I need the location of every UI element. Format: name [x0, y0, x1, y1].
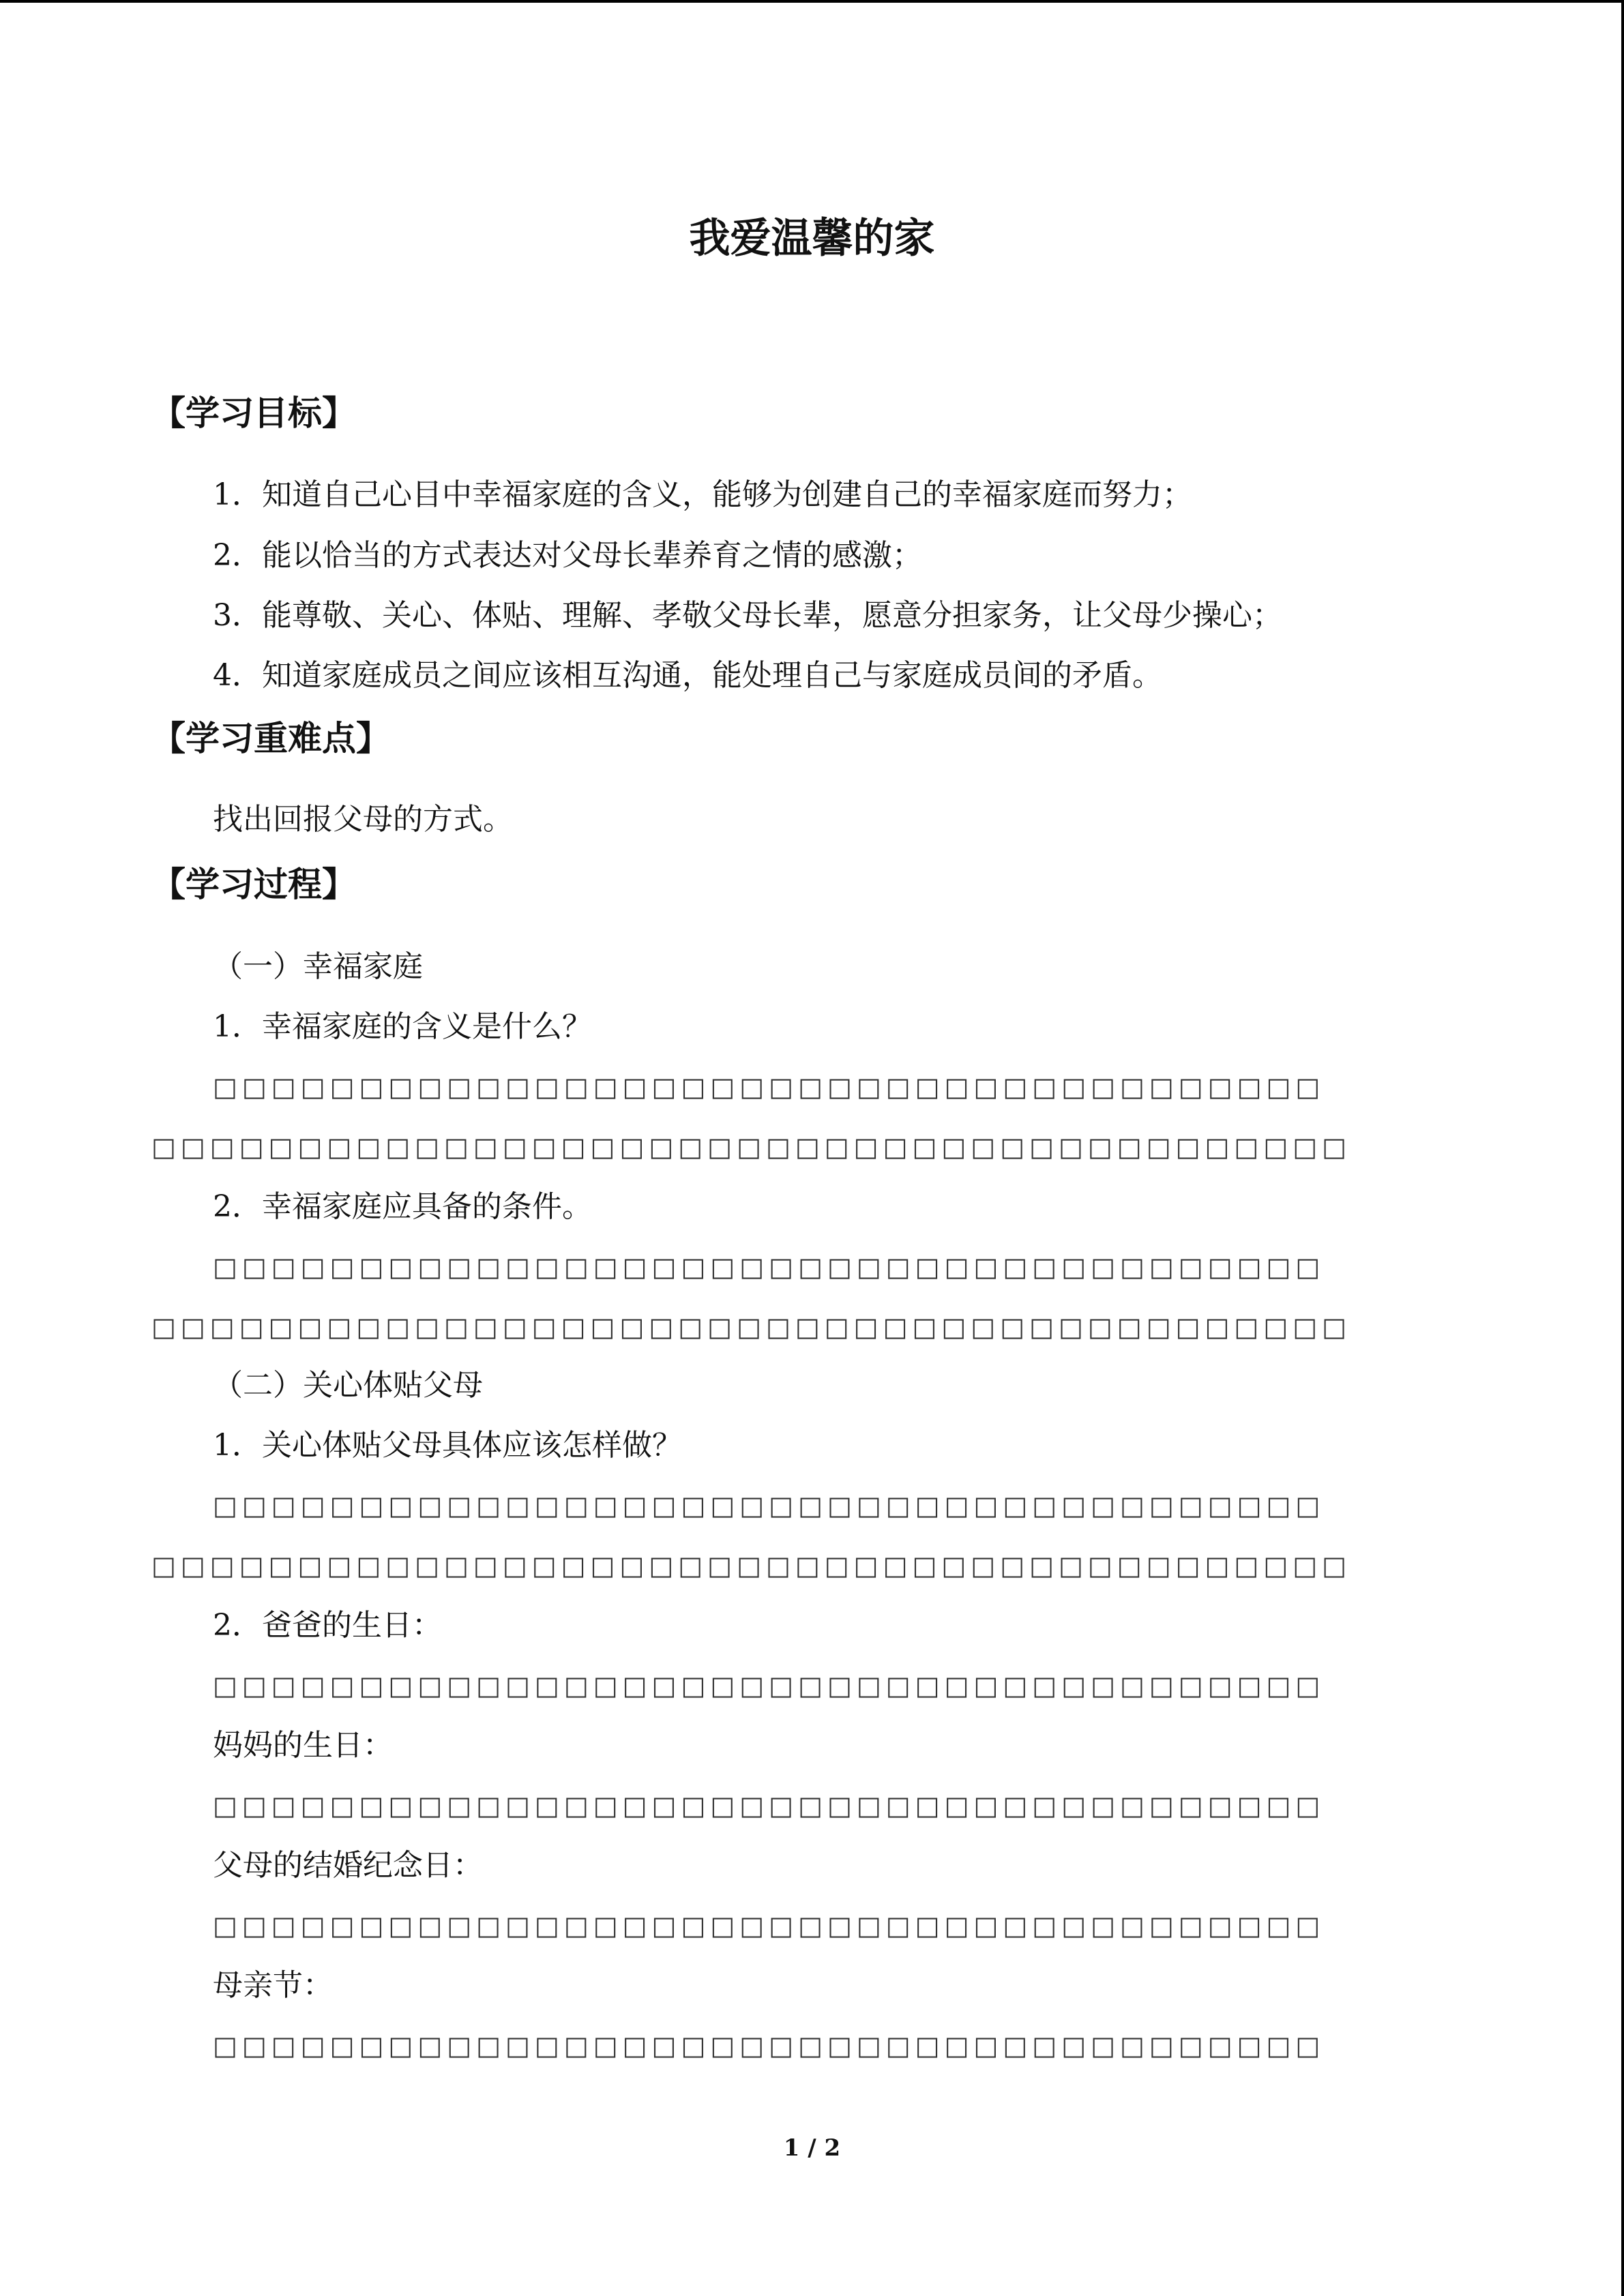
part2-question-2: 2．爸爸的生日： [213, 1608, 442, 1643]
page-title: 我爱温馨的家 [689, 215, 935, 263]
answer-line[interactable]: □□□□□□□□□□□□□□□□□□□□□□□□□□□□□□□□□□□□□□ [213, 1791, 1325, 1821]
objective-item-2: 2．能以恰当的方式表达对父母长辈养育之情的感激； [213, 538, 922, 573]
key-points-text: 找出回报父母的方式。 [213, 802, 513, 837]
answer-line[interactable]: □□□□□□□□□□□□□□□□□□□□□□□□□□□□□□□□□□□□□□□□□ [151, 1312, 1352, 1342]
answer-line[interactable]: □□□□□□□□□□□□□□□□□□□□□□□□□□□□□□□□□□□□□□ [213, 2031, 1325, 2061]
page-border-right [1621, 0, 1624, 2296]
answer-line[interactable]: □□□□□□□□□□□□□□□□□□□□□□□□□□□□□□□□□□□□□□ [213, 1072, 1325, 1102]
part1-question-2: 2．幸福家庭应具备的条件。 [213, 1189, 592, 1224]
part1-question-1: 1．幸福家庭的含义是什么？ [213, 1009, 592, 1044]
mothers-day-label: 母亲节： [213, 1968, 333, 2003]
objective-item-3: 3．能尊敬、关心、体贴、理解、孝敬父母长辈，愿意分担家务，让父母少操心； [213, 598, 1282, 633]
answer-line[interactable]: □□□□□□□□□□□□□□□□□□□□□□□□□□□□□□□□□□□□□□ [213, 1911, 1325, 1941]
answer-line[interactable]: □□□□□□□□□□□□□□□□□□□□□□□□□□□□□□□□□□□□□□ [213, 1491, 1325, 1521]
page-border-top [0, 0, 1624, 3]
answer-line[interactable]: □□□□□□□□□□□□□□□□□□□□□□□□□□□□□□□□□□□□□□□□□ [151, 1551, 1352, 1581]
mother-birthday-label: 妈妈的生日： [213, 1728, 393, 1763]
part1-title: （一）幸福家庭 [213, 949, 423, 984]
part2-question-1: 1．关心体贴父母具体应该怎样做？ [213, 1428, 682, 1463]
anniversary-label: 父母的结婚纪念日： [213, 1848, 483, 1883]
answer-line[interactable]: □□□□□□□□□□□□□□□□□□□□□□□□□□□□□□□□□□□□□□□□□ [151, 1132, 1352, 1162]
section-heading-process: 【学习过程】 [151, 865, 356, 904]
objective-item-1: 1．知道自己心目中幸福家庭的含义，能够为创建自己的幸福家庭而努力； [213, 477, 1192, 512]
section-heading-key-points: 【学习重难点】 [151, 719, 390, 758]
part2-title: （二）关心体贴父母 [213, 1368, 483, 1403]
section-heading-objectives: 【学习目标】 [151, 393, 356, 433]
answer-line[interactable]: □□□□□□□□□□□□□□□□□□□□□□□□□□□□□□□□□□□□□□ [213, 1252, 1325, 1282]
page-number: 1 / 2 [783, 2134, 841, 2162]
answer-line[interactable]: □□□□□□□□□□□□□□□□□□□□□□□□□□□□□□□□□□□□□□ [213, 1671, 1325, 1701]
objective-item-4: 4．知道家庭成员之间应该相互沟通，能处理自己与家庭成员间的矛盾。 [213, 658, 1162, 693]
